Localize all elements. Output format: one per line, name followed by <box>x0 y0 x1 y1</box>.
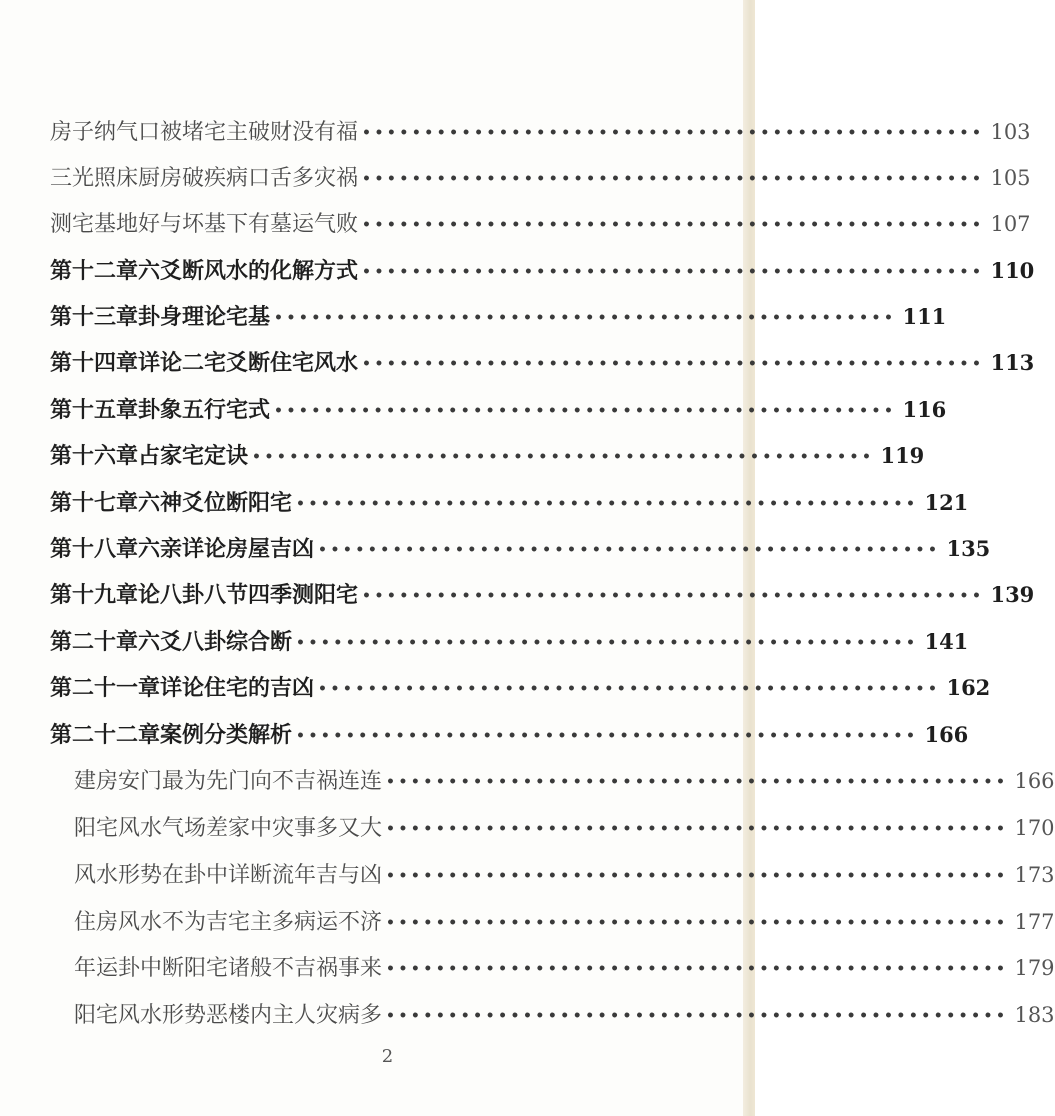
toc-chapter-title: 卦身理论宅基 <box>138 304 271 330</box>
toc-leader-dots: •••••••••••••••••••••••••••••••••••••••••••••••••• <box>274 403 897 419</box>
toc-entry-left-phrase: 年运卦中断阳宅 <box>74 956 229 981</box>
toc-entry-right-phrase: 详断流年吉与凶 <box>228 863 383 888</box>
toc-chapter-entry <box>50 625 969 656</box>
toc-entry <box>74 858 1055 889</box>
toc-entry <box>50 115 1031 146</box>
toc-entry-right-phrase: 基下有墓运气败 <box>204 212 359 237</box>
toc-entry-right-phrase: 疾病口舌多灾祸 <box>204 166 359 191</box>
toc-entry-page: 173 <box>1014 863 1055 887</box>
toc-entry-page: 177 <box>1014 910 1055 934</box>
toc-entry-page: 141 <box>924 629 969 654</box>
toc-leader-dots: •••••••••••••••••••••••••••••••••••••••••••••••••• <box>318 681 941 697</box>
toc-chapter-entry <box>50 532 991 563</box>
toc-leader-dots: •••••••••••••••••••••••••••••••••••••••••••••••••• <box>252 449 875 465</box>
toc-entry-page: 111 <box>902 304 947 329</box>
toc-chapter-entry <box>50 578 1035 609</box>
toc-entry-left-phrase: 风水形势在卦中 <box>74 863 229 888</box>
toc-leader-dots: •••••••••••••••••••••••••••••••••••••••••••••••••• <box>386 774 1009 790</box>
toc-chapter-title: 卦象五行宅式 <box>138 397 271 423</box>
toc-chapter-entry <box>50 718 969 749</box>
toc-chapter-entry <box>50 254 1035 285</box>
toc-entry <box>50 161 1031 192</box>
toc-chapter-number: 第十三章 <box>50 304 139 330</box>
toc-entry-page: 107 <box>990 212 1031 236</box>
toc-leader-dots: •••••••••••••••••••••••••••••••••••••••••••••••••• <box>274 310 897 326</box>
toc-chapter-title: 六爻八卦综合断 <box>138 629 293 655</box>
toc-entry-left-phrase: 建房安门最为先 <box>74 769 229 794</box>
toc-entry-left-phrase: 阳宅风水形势恶 <box>74 1003 229 1028</box>
toc-leader-dots: •••••••••••••••••••••••••••••••••••••••••••••••••• <box>386 1008 1009 1024</box>
toc-chapter-title: 详论二宅爻断住宅风水 <box>138 350 359 376</box>
toc-chapter-entry <box>50 346 1035 377</box>
toc-chapter-number: 第十八章 <box>50 536 139 562</box>
toc-entry <box>74 811 1055 842</box>
toc-entry <box>74 764 1055 795</box>
toc-chapter-number: 第十九章 <box>50 582 139 608</box>
toc-chapter-number: 第二十章 <box>50 629 139 655</box>
toc-entry-right-phrase: 诸般不吉祸事来 <box>228 956 383 981</box>
toc-entry-page: 166 <box>924 722 969 747</box>
toc-chapter-title: 占家宅定诀 <box>138 443 249 469</box>
toc-entry <box>50 207 1031 238</box>
page-edge-shadow <box>743 0 755 1116</box>
toc-chapter-number: 第十二章 <box>50 258 139 284</box>
toc-entry-page: 121 <box>924 490 969 515</box>
toc-entry-page: 179 <box>1014 956 1055 980</box>
toc-chapter-title: 六亲详论房屋吉凶 <box>138 536 315 562</box>
toc-entry-page: 139 <box>990 582 1035 607</box>
toc-chapter-title: 六爻断风水的化解方式 <box>138 258 359 284</box>
toc-leader-dots: •••••••••••••••••••••••••••••••••••••••••••••••••• <box>386 821 1009 837</box>
toc-entry-right-phrase: 门向不吉祸连连 <box>228 769 383 794</box>
toc-leader-dots: •••••••••••••••••••••••••••••••••••••••••••••••••• <box>362 356 985 372</box>
toc-entry-right-phrase: 楼内主人灾病多 <box>228 1003 383 1028</box>
toc-leader-dots: •••••••••••••••••••••••••••••••••••••••••••••••••• <box>386 961 1009 977</box>
toc-leader-dots: •••••••••••••••••••••••••••••••••••••••••••••••••• <box>362 125 985 141</box>
toc-chapter-entry <box>50 300 947 331</box>
toc-entry-left-phrase: 房子纳气口被堵 <box>50 120 205 145</box>
toc-leader-dots: •••••••••••••••••••••••••••••••••••••••••••••••••• <box>296 496 919 512</box>
toc-chapter-number: 第十六章 <box>50 443 139 469</box>
toc-leader-dots: •••••••••••••••••••••••••••••••••••••••••••••••••• <box>362 264 985 280</box>
toc-entry-page: 135 <box>946 536 991 561</box>
toc-chapter-title: 论八卦八节四季测阳宅 <box>138 582 359 608</box>
toc-entry-page: 170 <box>1014 816 1055 840</box>
toc-entry-left-phrase: 测宅基地好与坏 <box>50 212 205 237</box>
toc-leader-dots: •••••••••••••••••••••••••••••••••••••••••••••••••• <box>362 588 985 604</box>
toc-leader-dots: •••••••••••••••••••••••••••••••••••••••••••••••••• <box>362 171 985 187</box>
toc-entry <box>74 905 1055 936</box>
toc-chapter-title: 详论住宅的吉凶 <box>160 675 315 701</box>
toc-entry-right-phrase: 宅主多病运不济 <box>228 910 383 935</box>
toc-chapter-number: 第十七章 <box>50 490 139 516</box>
toc-entry <box>74 951 1055 982</box>
toc-leader-dots: •••••••••••••••••••••••••••••••••••••••••••••••••• <box>296 728 919 744</box>
toc-entry-page: 116 <box>902 397 947 422</box>
toc-leader-dots: •••••••••••••••••••••••••••••••••••••••••••••••••• <box>296 635 919 651</box>
toc-entry <box>74 998 1055 1029</box>
toc-chapter-entry <box>50 393 947 424</box>
toc-entry-page: 113 <box>990 350 1035 375</box>
toc-entry-left-phrase: 三光照床厨房破 <box>50 166 205 191</box>
toc-entry-right-phrase: 家中灾事多又大 <box>228 816 383 841</box>
toc-chapter-number: 第十五章 <box>50 397 139 423</box>
toc-chapter-number: 第二十一章 <box>50 675 161 701</box>
toc-chapter-entry <box>50 439 925 470</box>
toc-leader-dots: •••••••••••••••••••••••••••••••••••••••••••••••••• <box>386 915 1009 931</box>
toc-leader-dots: •••••••••••••••••••••••••••••••••••••••••••••••••• <box>318 542 941 558</box>
toc-chapter-number: 第二十二章 <box>50 722 161 748</box>
toc-entry-page: 183 <box>1014 1003 1055 1027</box>
toc-entry-left-phrase: 住房风水不为吉 <box>74 910 229 935</box>
toc-leader-dots: •••••••••••••••••••••••••••••••••••••••••••••••••• <box>386 868 1009 884</box>
page-number: 2 <box>381 1046 394 1067</box>
toc-chapter-number: 第十四章 <box>50 350 139 376</box>
toc-entry-page: 105 <box>990 166 1031 190</box>
toc-entry-page: 162 <box>946 675 991 700</box>
toc-entry-page: 110 <box>990 258 1035 283</box>
toc-entry-left-phrase: 阳宅风水气场差 <box>74 816 229 841</box>
toc-entry-page: 166 <box>1014 769 1055 793</box>
toc-leader-dots: •••••••••••••••••••••••••••••••••••••••••••••••••• <box>362 217 985 233</box>
toc-entry-page: 119 <box>880 443 925 468</box>
toc-chapter-entry <box>50 486 969 517</box>
toc-chapter-entry <box>50 671 991 702</box>
toc-chapter-title: 六神爻位断阳宅 <box>138 490 293 516</box>
toc-chapter-title: 案例分类解析 <box>160 722 293 748</box>
toc-entry-right-phrase: 宅主破财没有福 <box>204 120 359 145</box>
toc-entry-page: 103 <box>990 120 1031 144</box>
